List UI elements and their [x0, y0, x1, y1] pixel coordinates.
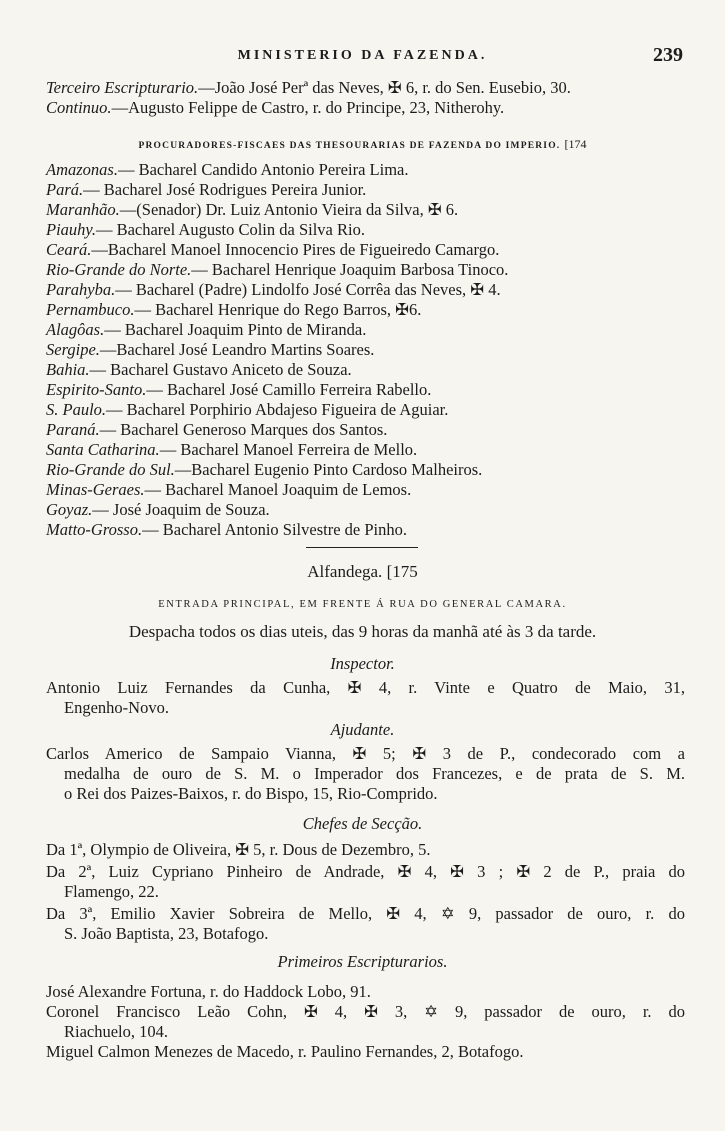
chefes-heading: Chefes de Secção.: [302, 814, 423, 833]
inspector-heading: Inspector.: [330, 654, 395, 673]
list-item: S. Paulo.— Bacharel Porphirio Abdajeso Figueira de Aguiar.: [46, 400, 449, 419]
list-item: Parahyba.— Bacharel (Padre) Lindolfo José Corrêa das Neves, ✠ 4.: [46, 280, 501, 299]
inspector-line: Antonio Luiz Fernandes da Cunha, ✠ 4, r. Vinte e Quatro de Maio, 31,: [46, 678, 685, 697]
primeiros-heading: Primeiros Escripturarios.: [277, 952, 448, 971]
section-divider: [306, 547, 418, 548]
alfandega-hours: Despacha todos os dias uteis, das 9 horas da manhã até às 3 da tarde.: [128, 622, 597, 641]
list-item: Piauhy.— Bacharel Augusto Colin da Silva Rio.: [46, 220, 365, 239]
entry-terceiro-escripturario: Terceiro Escripturario.—João José Perª das Neves, ✠ 6, r. do Sen. Eusebio, 30.: [46, 78, 571, 97]
list-item: Bahia.— Bacharel Gustavo Aniceto de Souza.: [46, 360, 352, 379]
page-number: 239: [653, 44, 683, 66]
primeiro-line: Riachuelo, 104.: [64, 1022, 169, 1041]
primeiro-line: Coronel Francisco Leão Cohn, ✠ 4, ✠ 3, ✡ 9, passador de ouro, r. do: [46, 1002, 685, 1021]
header-title: MINISTERIO DA FAZENDA.: [237, 48, 488, 63]
ajudante-line: Carlos Americo de Sampaio Vianna, ✠ 5; ✠ 3 de P., condecorado com a: [46, 744, 685, 763]
primeiro-line: Miguel Calmon Menezes de Macedo, r. Paulino Fernandes, 2, Botafogo.: [46, 1042, 524, 1061]
list-item: Rio-Grande do Sul.—Bacharel Eugenio Pinto Cardoso Malheiros.: [46, 460, 483, 479]
alfandega-address: ENTRADA PRINCIPAL, EM FRENTE Á RUA DO GENERAL CAMARA.: [158, 599, 567, 610]
entry-continuo: Continuo.—Augusto Felippe de Castro, r. do Principe, 23, Nitherohy.: [46, 98, 505, 117]
chefe-line: Flamengo, 22.: [64, 882, 159, 901]
list-item: Alagôas.— Bacharel Joaquim Pinto de Miranda.: [46, 320, 367, 339]
list-item: Pernambuco.— Bacharel Henrique do Rego Barros, ✠6.: [46, 300, 422, 319]
list-item: Pará.— Bacharel José Rodrigues Pereira Junior.: [46, 180, 367, 199]
chefe-line: S. João Baptista, 23, Botafogo.: [64, 924, 269, 943]
primeiro-line: José Alexandre Fortuna, r. do Haddock Lobo, 91.: [46, 982, 371, 1001]
list-item: Paraná.— Bacharel Generoso Marques dos Santos.: [46, 420, 388, 439]
alfandega-title: Alfandega. [175: [307, 562, 418, 581]
chefe-line: Da 2ª, Luiz Cypriano Pinheiro de Andrade, ✠ 4, ✠ 3 ; ✠ 2 de P., praia do: [46, 862, 685, 881]
list-item: Maranhão.—(Senador) Dr. Luiz Antonio Vieira da Silva, ✠ 6.: [46, 200, 459, 219]
chefe-line: Da 3ª, Emilio Xavier Sobreira de Mello, ✠ 4, ✡ 9, passador de ouro, r. do: [46, 904, 685, 923]
list-item: Espirito-Santo.— Bacharel José Camillo Ferreira Rabello.: [46, 380, 432, 399]
ajudante-heading: Ajudante.: [330, 720, 395, 739]
list-item: Ceará.—Bacharel Manoel Innocencio Pires de Figueiredo Camargo.: [46, 240, 500, 259]
list-item: Santa Catharina.— Bacharel Manoel Ferreira de Mello.: [46, 440, 418, 459]
chefe-line: Da 1ª, Olympio de Oliveira, ✠ 5, r. Dous de Dezembro, 5.: [46, 840, 431, 859]
ajudante-line: o Rei dos Paizes-Baixos, r. do Bispo, 15, Rio-Comprido.: [64, 784, 438, 803]
inspector-line: Engenho-Novo.: [64, 698, 169, 717]
ajudante-line: medalha de ouro de S. M. o Imperador dos Francezes, e de prata de S. M.: [64, 764, 685, 783]
procuradores-heading: PROCURADORES-FISCAES DAS THESOURARIAS DE FAZENDA DO IMPERIO. [174: [138, 137, 587, 151]
list-item: Rio-Grande do Norte.— Bacharel Henrique Joaquim Barbosa Tinoco.: [46, 260, 509, 279]
list-item: Matto-Grosso.— Bacharel Antonio Silvestre de Pinho.: [46, 520, 407, 539]
list-item: Amazonas.— Bacharel Candido Antonio Pereira Lima.: [46, 160, 409, 179]
list-item: Minas-Geraes.— Bacharel Manoel Joaquim de Lemos.: [46, 480, 412, 499]
running-header: [0, 44, 725, 68]
list-item: Goyaz.— José Joaquim de Souza.: [46, 500, 270, 519]
list-item: Sergipe.—Bacharel José Leandro Martins Soares.: [46, 340, 375, 359]
